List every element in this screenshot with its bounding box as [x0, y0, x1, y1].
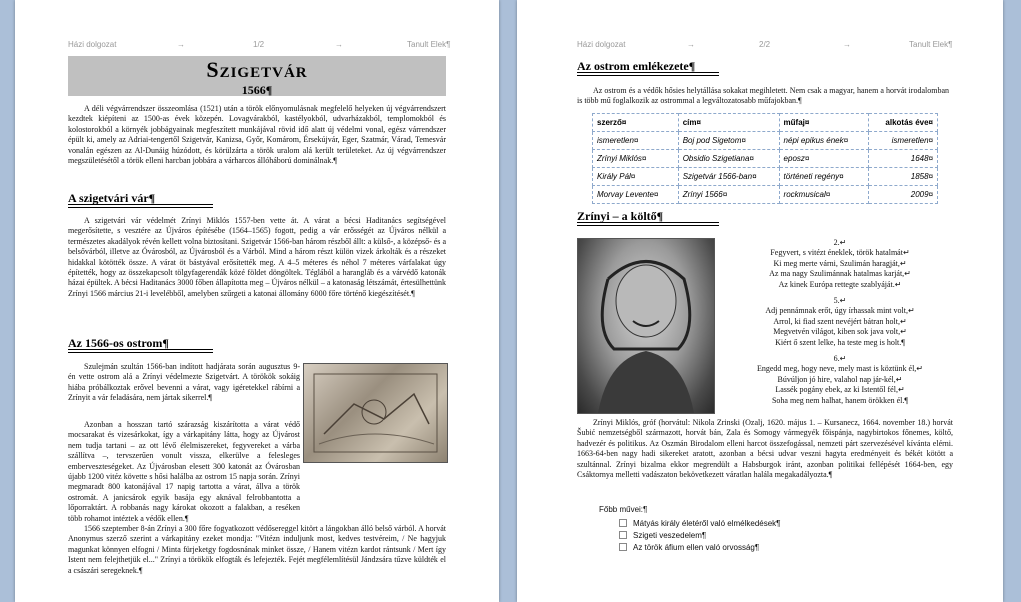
table-header-cell[interactable]: szerző¤ — [593, 114, 679, 132]
header-right: Tanult Elek¶ — [407, 40, 451, 49]
poem-line: Búvúljon jó hire, valahol nap jár-kél,↵ — [777, 374, 903, 384]
table-header-cell[interactable]: cím¤ — [678, 114, 779, 132]
table-row — [593, 150, 938, 168]
page-subtitle: 1566¶ — [241, 83, 273, 97]
poem-line: Ki meg merte várni, Szulimán haragját,↵ — [773, 258, 907, 268]
poem-line: Az ma nagy Szulimánnak hatalmas karját,↵ — [769, 269, 911, 279]
section-heading-ostrom[interactable]: Az 1566-os ostrom¶ — [68, 336, 213, 352]
poem-line: Engedd meg, hogy neve, mely mast is köztünk él,↵ — [756, 364, 923, 374]
bio-paragraph[interactable]: Zrínyi Miklós, gróf (horvátul: Nikola Zrinski (Ozalj, 1620. május 1. – Kursanecz, 1664. november 18.) horvát Šubić nemzetségből származott, horvát bán, Zala és Somogy vármegyék főispánja, nagybirtokos főnemes, költő, hadvezér és politikus. Az Oszmán Birodalom elleni harcot összefogással, nemzeti párt szervezésével kívánta elérni. 1663-64-ben nagy hadi sikereket aratott, azonban a bécsi udvar veszni hagyta eredményeit és békét kötött a szultánnal. Zrínyi bizalma ekkor megrendült a Habsburgok iránt, azonban politikai fellépését 1664-ben, egy Csáktornya melletti vadászaton bekövetkezett váratlan halála megakadályozta.¶ — [577, 418, 953, 480]
table-header-row — [593, 114, 938, 132]
table-cell[interactable]: eposz¤ — [779, 150, 869, 168]
table-header-cell[interactable]: műfaj¤ — [779, 114, 869, 132]
page-header — [15, 40, 499, 52]
table-cell[interactable]: ismeretlen¤ — [869, 132, 938, 150]
table-row — [593, 132, 938, 150]
header-page-number: 2/2 — [759, 40, 771, 49]
emlekezete-paragraph[interactable]: Az ostrom és a védők hősies helytállása sokakat megihletett. Nem csak a magyar, hanem a horvát irodalomban is több mű foglalkozik az ostrommal a legváltozatosabb műfajokban.¶ — [577, 86, 949, 106]
table-cell[interactable]: Király Pál¤ — [593, 168, 679, 186]
poem-line: Soha meg nem halhat, hanem örökken él.¶ — [771, 395, 909, 405]
poem-line: 5.↵ — [833, 296, 847, 306]
tab-arrow: → — [843, 40, 851, 49]
list-item[interactable]: Szigeti veszedelem¶ — [619, 530, 780, 542]
poem-line: Az kinek Európa rettegte szablyáját.↵ — [778, 279, 902, 289]
table-cell[interactable]: történeti regény¤ — [779, 168, 869, 186]
header-page-number: 1/2 — [253, 40, 265, 49]
table-cell[interactable]: Szigetvár 1566-ban¤ — [678, 168, 779, 186]
table-cell[interactable]: Obsidio Szigetiana¤ — [678, 150, 779, 168]
poem-line: Megvetvén világot, kiben sok java volt,↵ — [773, 327, 907, 337]
works-label: Főbb művei:¶ — [599, 505, 648, 514]
table-header-cell[interactable]: alkotás éve¤ — [869, 114, 938, 132]
poem-line: 2.↵ — [833, 238, 847, 247]
poem-line: Kiért ő szent lelke, ha teste meg is holt.¶ — [775, 337, 905, 347]
table-cell[interactable]: ismeretlen¤ — [593, 132, 679, 150]
poem-line: Fegyvert, s vitézt éneklek, török hatalmát↵ — [770, 248, 910, 258]
works-list[interactable] — [619, 518, 780, 554]
table-cell[interactable]: 1858¤ — [869, 168, 938, 186]
poem-excerpt[interactable] — [727, 238, 953, 406]
table-cell[interactable]: 1648¤ — [869, 150, 938, 168]
header-left: Házi dolgozat — [577, 40, 626, 49]
table-cell[interactable]: Zrínyi 1566¤ — [678, 186, 779, 204]
table-cell[interactable]: Zrínyi Miklós¤ — [593, 150, 679, 168]
document-page-1[interactable] — [15, 0, 499, 602]
table-row — [593, 186, 938, 204]
poem-line: Lassék pogány ebek, az ki Istentől fél,↵ — [775, 385, 905, 395]
header-left: Házi dolgozat — [68, 40, 117, 49]
section-heading-emlekezete[interactable]: Az ostrom emlékezete¶ — [577, 59, 719, 75]
poem-line: Adj pennámnak erőt, úgy írhassak mint volt,↵ — [765, 306, 915, 316]
works-table[interactable] — [592, 113, 938, 204]
zrinyi-portrait-image — [577, 238, 715, 414]
page-title: Szigetvár — [206, 57, 308, 82]
table-cell[interactable]: rockmusical¤ — [779, 186, 869, 204]
table-cell[interactable]: népi epikus ének¤ — [779, 132, 869, 150]
siege-paragraph-3[interactable]: 1566 szeptember 8-án Zrínyi a 300 főre fogyatkozott védősereggel kitört a lángokban álló belső várból. A horvát Anonymus szerző szerint a várkapitány ezeket mondja: "Vitézn induljunk most, kedves testvéreim, / Ne hagyjuk magunkat könnyen elfogni / Minta fürjeketgy fogdosnának minket össze, / Hanem vitézn kardot rántsunk / Mert így Istent nem felejthetjük el..." Zrínyi a törökök elfogták és lefejezték. Fejét megfélemlítésül Jándzsára tűzve küldték el a császári seregeknek.¶ — [68, 524, 446, 575]
section-heading-kolto[interactable]: Zrínyi – a költő¶ — [577, 209, 719, 225]
table-cell[interactable]: Morvay Levente¤ — [593, 186, 679, 204]
table-cell[interactable]: 2009¤ — [869, 186, 938, 204]
table-cell[interactable]: Boj pod Sigetom¤ — [678, 132, 779, 150]
list-item[interactable]: Az török áfium ellen való orvosság¶ — [619, 542, 780, 554]
intro-paragraph[interactable]: A déli végvárrendszer összeomlása (1521) után a török előnyomulásnak megfelelő helyeken új végvárrendszert kezdtek kiépíteni az 1500-as évek közepén. Lovagvárakból, kastélyokból, udvarházakból, templomokból és kolostorokból a környék jobbágyainak megfeszített munkájával rövid idő alatt új védelmi vonal, egész várrendszer épült ki, amely az Adriai-tengertől Szigetvár, Kanizsa, Győr, Komárom, Érsekújvár, Eger, Szatmár, Várad, Temesvár vonalán egészen az Al-Dunáig húzódott, és körülzárta a török uralom alá került területeket. Az új végvárrendszer megszületésétől a török elleni harcban jobbára a várharcos állóháború dominálnak.¶ — [68, 104, 446, 166]
siege-paragraph-1[interactable]: Szulejmán szultán 1566-ban indított hadjárata során augusztus 9-én vette ostrom alá a Zrínyi védelmezte Szigetvárt. A törökök sokáig hiába próbálkoztak erővel bevenni a várat, vagy igéretekkel rábírni a Zrínyit a vár feladására, nem jártak sikerrel.¶ — [68, 362, 300, 403]
section-heading-vár[interactable]: A szigetvári vár¶ — [68, 191, 213, 207]
title-banner — [68, 56, 446, 96]
tab-arrow: → — [335, 40, 343, 49]
siege-paragraph-2[interactable]: Azonban a hosszan tartó szárazság kiszárította a várat védő mocsarakat és vizesárkokat, így a várkapitány látta, hogy az Újvárost nem tudja tartani – az ott lévő élelmiszereket, fegyvereket a várba szállítva –, tervszerűen vonult vissza, elkerülve a felesleges emberveszteségeket. Az Újvárosban elesett 300 katonát az Óvárosban újabb 1200 vitéz követte s hősi halálba az ostrom 15 napja során. Zrínyi megmaradt 800 katonájával 17 napig tartotta a várat, állva a török ostromát. A janicsárok egyik basája egy aknával felrobbantotta a lőporraktárt. A robbanás nagy károkat okozott a falakban, a reséken több rohamot intéztek a védők ellen.¶ — [68, 420, 300, 523]
document-page-2[interactable] — [517, 0, 1003, 602]
tab-arrow: → — [177, 40, 185, 49]
poem-line: Arrol, ki fiad szent nevéjért bátran holt,↵ — [773, 316, 907, 326]
section-paragraph-vár[interactable]: A szigetvári vár védelmét Zrínyi Miklós 1557-ben vette át. A várat a bécsi Haditanács segítségével megerősítette, s vesztére az Újváros építésébe (1564–1565) fogott, pedig a vár erősségét az Újváros nélkül a természetes akadályok révén kellett volna biztosítani. Szigetvár 1566-ban három részből állt: a külső-, a középső- és a belsővárból, illetve az Óvárosból, az Újvárosból és a Várból. Mind a három részt külön vizek árkolták és a részeket hidakkal kötötték össze. A várat öt bástyával erősítették meg. A 4–5 méteres és néhol 7 méteres várfalakat úgy építették, hogy az összekapcsolt tölgyfagerendák közé földet döngöltek. Téglából a harangláb és a várvédő katonák házai épültek. A bécsi Haditanács 3000 főben állapította meg – Újváros nélkül – a katonaság létszámát, értesülhettünk Zrínyi 1566 március 21-i levelébből, amelyben szűrgeti a katonai állomány 6000 főre történő kiegészítését.¶ — [68, 216, 446, 298]
table-row — [593, 168, 938, 186]
poem-line: 6.↵ — [833, 354, 847, 364]
portrait-icon — [578, 239, 714, 413]
page-header — [517, 40, 1003, 52]
tab-arrow: → — [687, 40, 695, 49]
header-right: Tanult Elek¶ — [909, 40, 953, 49]
list-item[interactable]: Mátyás király életéről való elmélkedések¶ — [619, 518, 780, 530]
